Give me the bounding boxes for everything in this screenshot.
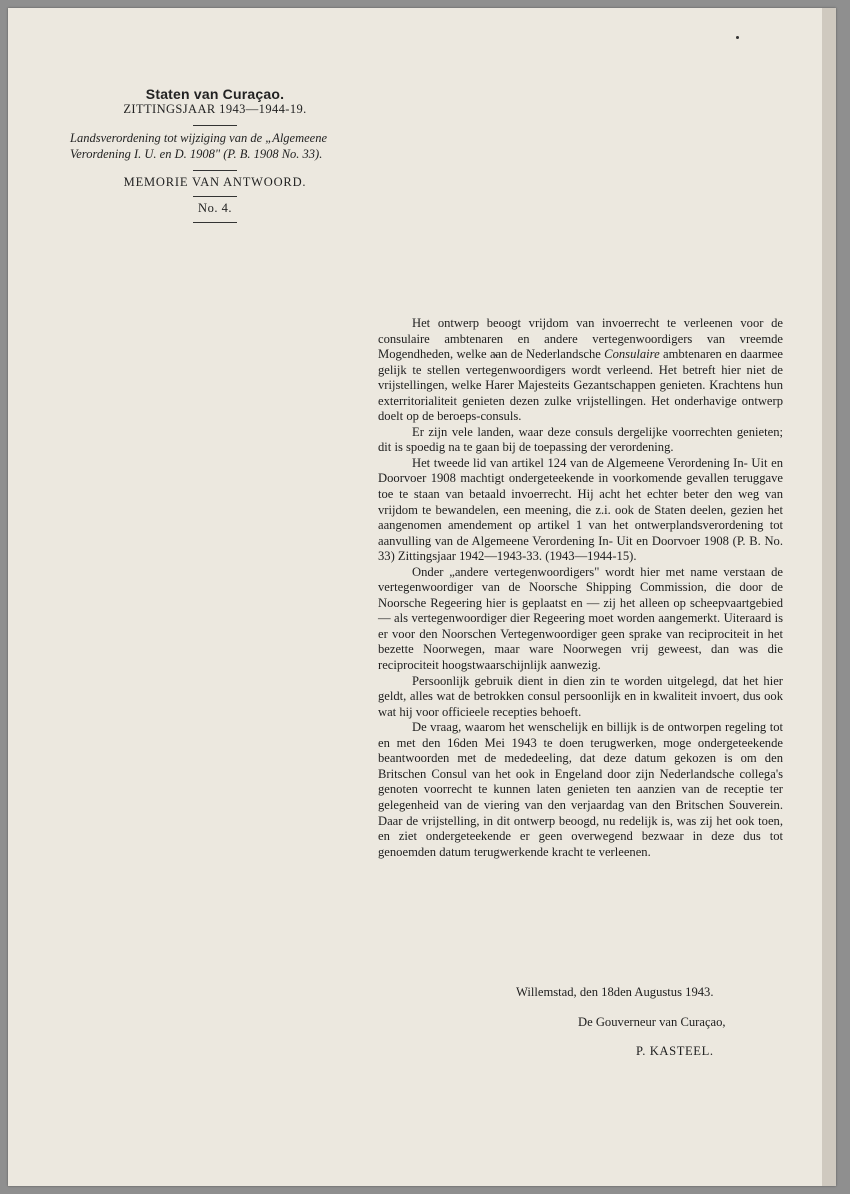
organization-title: Staten van Curaçao. [145,86,285,102]
divider [193,196,237,197]
divider [193,170,237,171]
paragraph: Er zijn vele landen, waar deze consuls dergelijke voorrechten genieten; dit is spoedig na te gaan bij de toepassing der verordening. [378,424,783,455]
speck [736,36,739,39]
session-year: ZITTINGSJAAR 1943—1944-19. [123,102,307,116]
divider [193,222,237,223]
italic-term: Consulaire [604,347,660,362]
signatory-name: P. KASTEEL. [636,1044,714,1058]
document-number: No. 4. [198,201,232,215]
divider [193,125,237,126]
paragraph-text: Het ontwerp beoogt vrijdom van invoerrecht te verleenen voor de consulaire ambtenaren en andere vertegenwoordigers van vreemde Mogendheden, welke aan de Nederlandsche [378,316,783,362]
body-text [378,316,783,860]
paragraph [378,316,783,425]
signatory-title: De Gouverneur van Curaçao, [578,1015,726,1029]
subject-line: Landsverordening tot wijziging van de „Algemeene Verordening I. U. en D. 1908" (P. B. 1908 No. 33). [70,131,328,161]
page-edge [822,8,836,1186]
paragraph: Onder „andere vertegenwoordigers" wordt hier met name verstaan de vertegenwoordiger van de Noorsche Shipping Commission, die door de Noorsche Regeering hier is geplaatst en — zij het alleen op scheepvaartgebied — als vertegenwoordiger dier Regeering moet worden aangemerkt. Uiteraard is er voor den Noorschen Vertegenwoordiger geen sprake van reciprociteit in het bezette Noorwegen, maar ware Noorwegen vrij geweest, dan was die reciprociteit hoogstwaarschijnlijk aanwezig. [378,564,783,673]
paragraph: Persoonlijk gebruik dient in dien zin te worden uitgelegd, dat het hier geldt, alles wat de betrokken consul persoonlijk en in kwaliteit invoert, dus ook wat hij voor officieele recepties behoeft. [378,673,783,719]
document-header [70,86,360,227]
paragraph: De vraag, waarom het wenschelijk en billijk is de ontworpen regeling tot en met den 16den Mei 1943 te doen terugwerken, moge ondergeteekende beantwoorden met de mededeeling, dat deze datum gekozen is om den Britschen Consul van het ook in Engeland door zijn Nederlandsche collega's genoten voorrecht te kunnen laten genieten ten aanzien van de receptie ter gelegenheid van de viering van den verjaardag van den Britschen Souverein. Daar de vrijstelling, in dit ontwerp beoogd, nu redelijk is, was zij het ook toen, en ziet ondergeteekende er geen overwegend bezwaar in deze dus tot genoemden datum terugwerkende kracht te verleenen. [378,720,783,859]
paragraph: Het tweede lid van artikel 124 van de Algemeene Verordening In- Uit en Doorvoer 1908 machtigt ondergeteekende in voorkomende gevallen teruggave toe te staan van betaald invoerrecht. Hij acht het echter beter den weg van vrijdom te bewandelen, een meening, die z.i. ook de Staten deelen, gezien het aangenomen amendement op artikel 1 van het ontwerplandsverordening tot aanvulling van de Algemeene Verordening In- Uit en Doorvoer 1908 (P. B. No. 33) Zittingsjaar 1942—1943-33. (1943—1944-15). [378,455,783,564]
paragraph-text: ambtenaren en daarmee gelijk te stellen vertegenwoordigers wordt verleend. Het betreft hier niet de vrijstellingen, welke Harer Majesteits Gezantschappen genieten. Krachtens hun exterritorialiteit genieten dezen zulke vrijstellingen. Het onderhavige ontwerp doelt op de beroeps-consuls. [378,347,783,424]
document-type: MEMORIE VAN ANTWOORD. [123,175,307,189]
place-date: Willemstad, den 18den Augustus 1943. [516,985,714,999]
